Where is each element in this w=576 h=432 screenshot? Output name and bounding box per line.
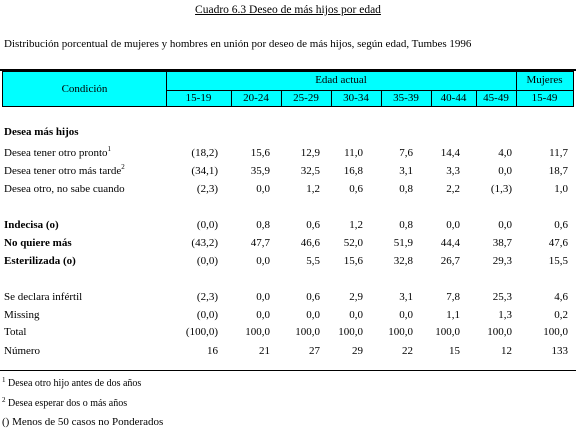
table-row — [0, 219, 576, 237]
table-cell: 12,9 — [300, 147, 320, 159]
header-subdivider — [516, 90, 573, 91]
row-label: No quiere más — [4, 237, 72, 249]
header-age-20-24: 20-24 — [243, 92, 269, 104]
table-row — [0, 183, 576, 201]
table-cell: (100,0) — [185, 326, 218, 338]
table-cell: 0,0 — [306, 309, 320, 321]
table-cell: 4,6 — [554, 291, 568, 303]
table-cell: 22 — [402, 345, 413, 357]
table-cell: 0,0 — [256, 255, 270, 267]
table-row — [0, 165, 576, 183]
row-label: Se declara infértil — [4, 291, 83, 303]
table-cell: 15,6 — [250, 147, 270, 159]
row-label: Desea tener otro más tarde$^2$ — [4, 163, 125, 177]
row-label: Desea más hijos — [4, 126, 79, 138]
table-cell: (0,0) — [196, 255, 218, 267]
header-age-15-19: 15-19 — [185, 92, 212, 104]
table-row — [0, 345, 576, 363]
table-cell: 3,3 — [446, 165, 460, 177]
table-cell: 5,5 — [306, 255, 320, 267]
table-subtitle: Distribución porcentual de mujeres y hombres en unión por deseo de más hijos, según edad, Tumbes 1996 — [4, 38, 472, 50]
table-cell: 100,0 — [388, 326, 413, 338]
table-cell: 15,5 — [548, 255, 568, 267]
table-cell: 11,0 — [344, 147, 363, 159]
table-row — [0, 255, 576, 273]
header-age-35-39: 35-39 — [393, 92, 419, 104]
header-col-divider — [431, 90, 432, 106]
table-cell: 1,2 — [349, 219, 363, 231]
table-cell: 100,0 — [435, 326, 460, 338]
table-cell: 26,7 — [440, 255, 460, 267]
table-header — [2, 71, 574, 107]
row-label: Esterilizada (o) — [4, 255, 76, 267]
table-cell: 47,6 — [548, 237, 568, 249]
table-cell: 14,4 — [440, 147, 460, 159]
header-col-divider — [231, 90, 232, 106]
row-label: Desea otro, no sabe cuando — [4, 183, 125, 195]
table-cell: 21 — [259, 345, 270, 357]
table-cell: 16 — [207, 345, 218, 357]
table-cell: 0,8 — [399, 183, 413, 195]
table-cell: 0,0 — [256, 291, 270, 303]
table-title: Cuadro 6.3 Deseo de más hijos por edad — [195, 4, 381, 16]
table-row — [0, 237, 576, 255]
header-col-divider — [281, 90, 282, 106]
table-cell: 3,1 — [399, 165, 413, 177]
header-age-45-49: 45-49 — [483, 92, 509, 104]
table-cell: 0,0 — [399, 309, 413, 321]
table-cell: 0,0 — [498, 165, 512, 177]
row-label: Indecisa (o) — [4, 219, 59, 231]
table-cell: 38,7 — [492, 237, 512, 249]
row-label: Total — [4, 326, 27, 338]
header-col-divider — [476, 90, 477, 106]
footnote-ref: 2 — [121, 163, 125, 171]
table-cell: 0,8 — [256, 219, 270, 231]
table-cell: 32,5 — [300, 165, 320, 177]
table-cell: 0,6 — [306, 219, 320, 231]
row-label: Missing — [4, 309, 40, 321]
table-cell: (0,0) — [196, 219, 218, 231]
header-age-40-44: 40-44 — [440, 92, 467, 104]
table-cell: 100,0 — [543, 326, 568, 338]
table-row — [0, 147, 576, 165]
header-age-30-34: 30-34 — [343, 92, 369, 104]
header-col-divider — [381, 90, 382, 106]
header-col-divider — [331, 90, 332, 106]
table-cell: 32,8 — [393, 255, 413, 267]
header-mujeres-range: 15-49 — [531, 92, 558, 104]
table-cell: 1,2 — [306, 183, 320, 195]
table-cell: 0,6 — [554, 219, 568, 231]
table-cell: (43,2) — [191, 237, 218, 249]
row-label: Desea tener otro pronto$^1$ — [4, 145, 112, 159]
table-cell: 47,7 — [250, 237, 270, 249]
table-cell: 7,6 — [399, 147, 413, 159]
table-row — [0, 126, 576, 144]
table-cell: 0,0 — [256, 309, 270, 321]
table-cell: 11,7 — [549, 147, 568, 159]
footnote-ref: 1 — [107, 145, 112, 153]
footnote-1: $^1$ Desea otro hijo antes de dos años — [2, 376, 142, 389]
table-cell: 29 — [352, 345, 363, 357]
header-subdivider — [166, 90, 516, 91]
table-cell: 18,7 — [548, 165, 568, 177]
table-cell: 51,9 — [393, 237, 413, 249]
table-cell: 100,0 — [487, 326, 512, 338]
table-cell: 0,0 — [498, 219, 512, 231]
table-cell: 16,8 — [343, 165, 363, 177]
table-cell: 1,3 — [498, 309, 512, 321]
table-row — [0, 326, 576, 344]
table-cell: 133 — [551, 345, 568, 357]
header-age-25-29: 25-29 — [293, 92, 319, 104]
table-cell: 12 — [501, 345, 512, 357]
table-cell: (2,3) — [196, 291, 218, 303]
table-cell: (34,1) — [191, 165, 218, 177]
table-row — [0, 309, 576, 327]
table-cell: 44,4 — [440, 237, 460, 249]
table-cell: 100,0 — [295, 326, 320, 338]
table-cell: 0,0 — [349, 309, 363, 321]
footnote-2: $^2$ Desea esperar dos o más años — [2, 396, 128, 409]
table-cell: 2,9 — [349, 291, 363, 303]
table-cell: 0,2 — [554, 309, 568, 321]
table-cell: 0,6 — [306, 291, 320, 303]
table-cell: 15 — [449, 345, 460, 357]
table-cell: 7,8 — [446, 291, 460, 303]
table-cell: 35,9 — [250, 165, 270, 177]
table-cell: 0,0 — [256, 183, 270, 195]
table-cell: (0,0) — [196, 309, 218, 321]
header-edad-actual: Edad actual — [315, 74, 367, 86]
table-cell: 25,3 — [492, 291, 512, 303]
table-cell: 100,0 — [338, 326, 363, 338]
table-cell: 15,6 — [343, 255, 363, 267]
table-cell: 3,1 — [399, 291, 413, 303]
table-cell: 46,6 — [300, 237, 320, 249]
table-cell: (2,3) — [196, 183, 218, 195]
table-cell: 1,1 — [446, 309, 460, 321]
row-label: Número — [4, 345, 41, 357]
table-cell: 100,0 — [245, 326, 270, 338]
header-mujeres: Mujeres — [526, 74, 563, 86]
table-cell: 27 — [309, 345, 320, 357]
bottom-rule — [0, 370, 576, 371]
table-cell: 1,0 — [554, 183, 568, 195]
table-cell: 0,8 — [399, 219, 413, 231]
table-cell: 29,3 — [492, 255, 512, 267]
table-cell: 2,2 — [446, 183, 460, 195]
table-cell: (1,3) — [490, 183, 512, 195]
table-row — [0, 291, 576, 309]
table-cell: 52,0 — [343, 237, 363, 249]
table-cell: 4,0 — [498, 147, 512, 159]
footnote-small-n: () Menos de 50 casos no Ponderados — [2, 416, 164, 428]
table-cell: 0,6 — [349, 183, 363, 195]
table-cell: (18,2) — [191, 147, 218, 159]
header-condicion: Condición — [61, 83, 108, 95]
table-cell: 0,0 — [446, 219, 460, 231]
